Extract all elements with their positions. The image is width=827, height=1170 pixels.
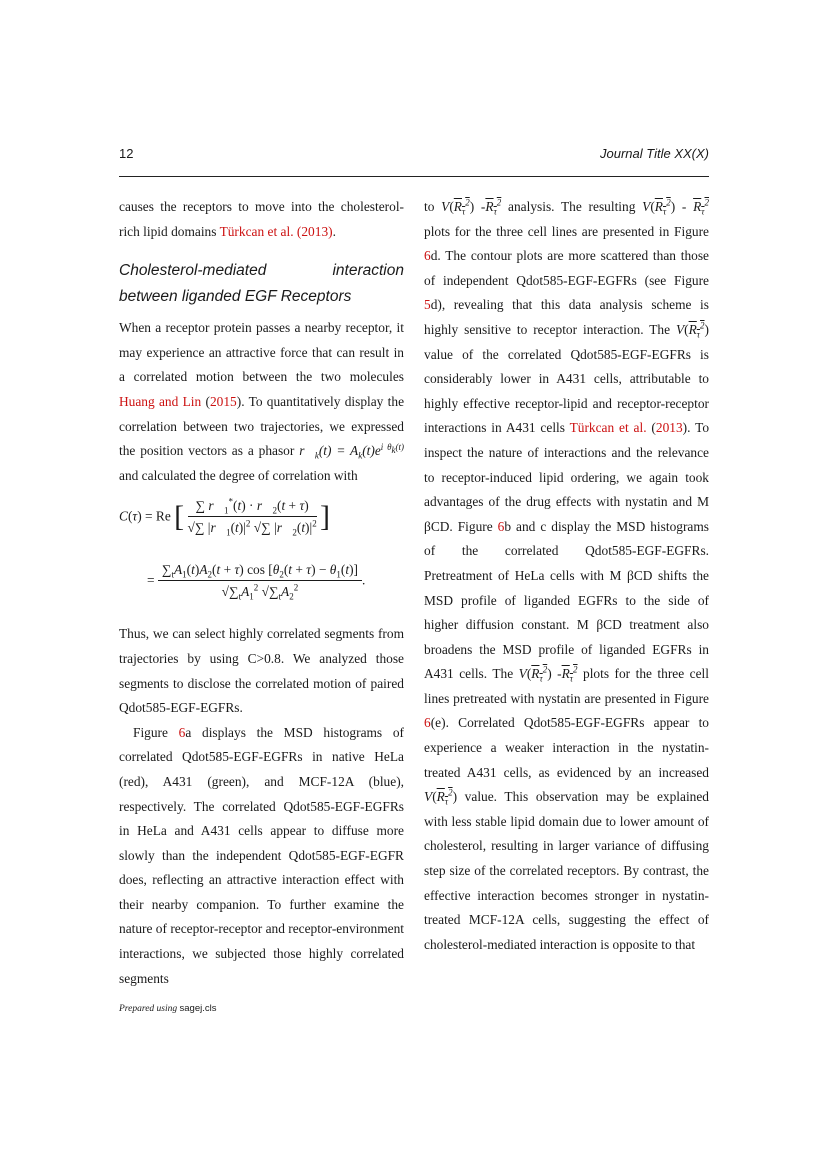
figure-link-6bc[interactable]: 6 xyxy=(497,518,505,534)
paragraph-figure6a: Figure 6a displays the MSD histograms of correlated Qdot585-EGF-EGFRs in native HeLa (red), A431 (green), and MCF-12A (blue), respectively. The correlated Qdot585-EGF-EGFRs in HeLa and A431 cells appear to diffuse more slowly than the independent Qdot585-EGF-EGFR does, reflecting an attractive interaction effect with their nearby companion. To further examine the nature of receptor-receptor and receptor-environment interactions, we subjected those highly correlated segments xyxy=(119,724,404,986)
header-rule xyxy=(119,176,709,177)
paragraph-phasor: When a receptor protein passes a nearby receptor, it may experience an attractive force that can result in a correlated motion between the two molecules Huang and Lin (2015). To quantitatively display the correlation between two trajectories, we expressed the position vectors as a phasor $r⃗_k(t) = A_k(t)e^{i \theta_k(t)}$ and calculated the degree of correlation with xyxy=(119,320,405,483)
figure-link-6d[interactable]: 6 xyxy=(424,248,431,264)
citation-turkcan[interactable]: Türkcan et al. (2013) xyxy=(219,223,333,239)
citation-turkcan-2-year[interactable]: 2013 xyxy=(655,420,683,436)
paragraph-analysis: to $V(R_\tau^2)$ $-R_\tau^2$ analysis. The resulting $V(R_\tau^2) - R_\tau^2$ plots for the three cell lines are presented in Figure 6d. The contour plots are more scattered than those of independent Qdot585-EGF-EGFRs (see Figure 5d), revealing that this data analysis scheme is highly sensitive to receptor interaction. The $V(R_\tau^2)$ value of the correlated Qdot585-EGF-EGFRs is considerably lower in A431 cells, attributable to highly effective receptor-lipid and receptor-receptor interactions in A431 cells Türkcan et al. (2013). To inspect the nature of interactions and the relevance to receptor-induced lipid ordering, we again took advantages of the drug effects with nystatin and M βCD. Figure 6b and c display the MSD histograms of the correlated Qdot585-EGF-EGFRs. Pretreatment of HeLa cells with M βCD shifts the MSD profile of liganded EGFRs to the side of higher diffusion constant. M βCD treatment also broadens the MSD profile of liganded EGFRs in A431 cells. The $V(R_\tau^2)$ $-R_\tau^2$ plots for the three cell lines pretreated with nystatin are presented in Figure 6(e). Correlated Qdot585-EGF-EGFRs appear to experience a weaker interaction in the nystatin-treated A431 cells, as evidenced by an increased $V(R_\tau^2)$ value. This observation may be explained with less stable lipid domain due to lower amount of cholesterol, resulting in larger variance of diffusing step size of the correlated receptors. By contrast, the effective interaction becomes stronger in nystatin-treated MCF-12A cells, suggesting the effect of cholesterol-mediated interaction is opposite to that xyxy=(424,197,710,952)
paragraph-selection: Thus, we can select highly correlated segments from trajectories by using C>0.8. We analyzed those segments to disclose the correlated motion of paired Qdot585-EGF-EGFRs. xyxy=(119,626,404,716)
journal-title: Journal Title XX(X) xyxy=(600,146,709,161)
correlation-equation: C(τ) = Re [ $\frac{\sum r⃗_1^*(t) \cdot r⃗_2(t + \tau)}{√\sum |r⃗_1(t)|^2 √\sum |r⃗_2(t)|^2}$ ] = $\frac{\sum_tA_1(t)A_2(t + \tau) \cos [\theta_2(t + \tau) - \theta_1(t)]}{√\sum_tA_1^2 √\sum_tA_2^2}$ . xyxy=(119,496,366,603)
page-number: 12 xyxy=(119,146,134,161)
left-column xyxy=(119,195,404,991)
phasor-expression: $r⃗_k(t) = A_k(t)e^{i \theta_k(t)}$ xyxy=(299,441,404,461)
footer: Prepared using sagej.cls xyxy=(119,1003,217,1014)
citation-huang-lin[interactable]: Huang and Lin xyxy=(119,393,202,409)
figure-link-6e[interactable]: 6 xyxy=(424,715,431,731)
figure-link-6[interactable]: 6 xyxy=(178,724,186,740)
running-header xyxy=(119,146,709,166)
citation-huang-lin-year[interactable]: 2015 xyxy=(209,393,237,409)
citation-turkcan-2[interactable]: Türkcan et al. xyxy=(569,420,647,436)
right-column xyxy=(424,195,709,957)
section-title: Cholesterol-mediated interaction between liganded EGF Receptors xyxy=(119,262,404,306)
paragraph-continued: causes the receptors to move into the cholesterol-rich lipid domains Türkcan et al. (2013). xyxy=(119,199,404,239)
figure-link-5d[interactable]: 5 xyxy=(424,297,431,313)
